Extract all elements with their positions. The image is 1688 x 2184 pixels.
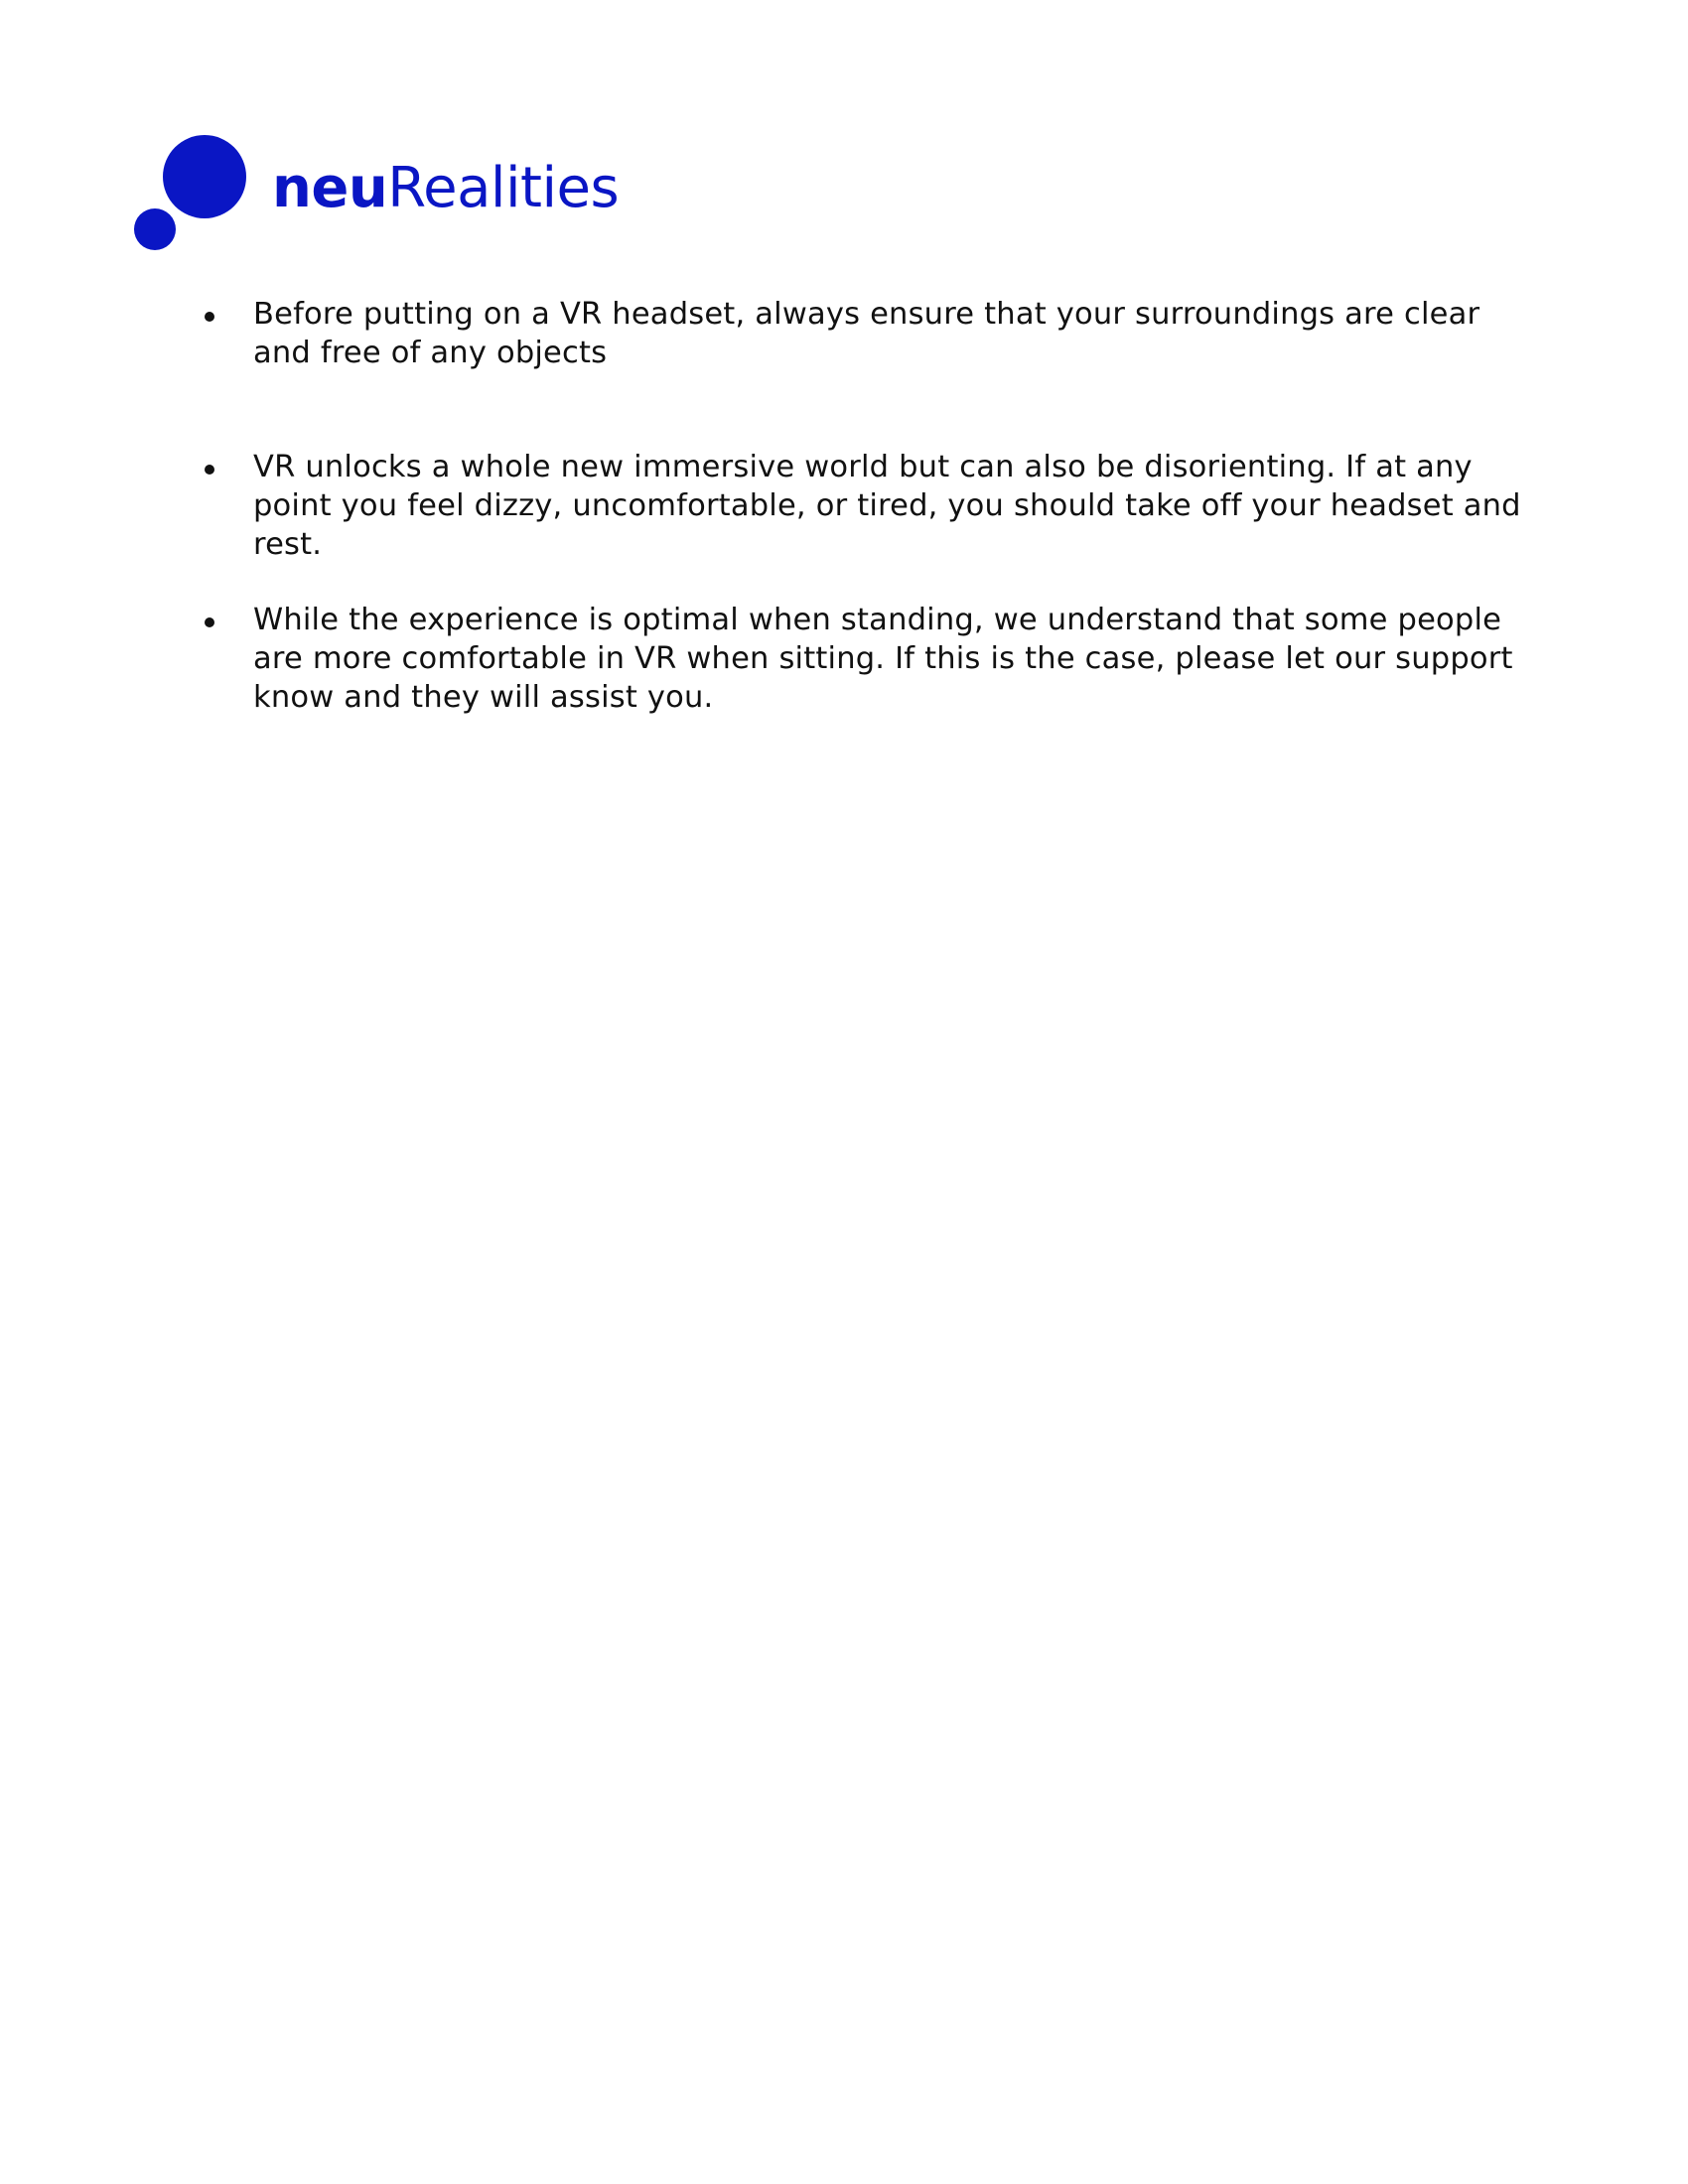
list-item	[202, 295, 1532, 372]
bullet-text: Before putting on a VR headset, always ensure that your surroundings are clear and free of any objects	[253, 297, 1480, 370]
two-circles-logo-icon	[133, 135, 252, 254]
bullet-dot-icon	[205, 312, 214, 322]
bullet-dot-icon	[205, 465, 214, 475]
brand-name-bold: neu	[272, 156, 388, 220]
list-item	[202, 601, 1532, 717]
brand-wordmark	[272, 156, 620, 220]
brand-logo	[133, 135, 649, 254]
bullet-text: VR unlocks a whole new immersive world but can also be disorienting. If at any point you feel dizzy, uncomfortable, or tired, you should take off your headset and rest.	[253, 450, 1521, 562]
bullet-dot-icon	[205, 617, 214, 627]
list-item	[202, 448, 1532, 564]
safety-bullet-list	[202, 295, 1532, 717]
brand-name-regular: Realities	[387, 156, 620, 220]
bullet-text: While the experience is optimal when standing, we understand that some people are more comfortable in VR when sitting. If this is the case, please let our support know and they will assist you.	[253, 603, 1513, 715]
